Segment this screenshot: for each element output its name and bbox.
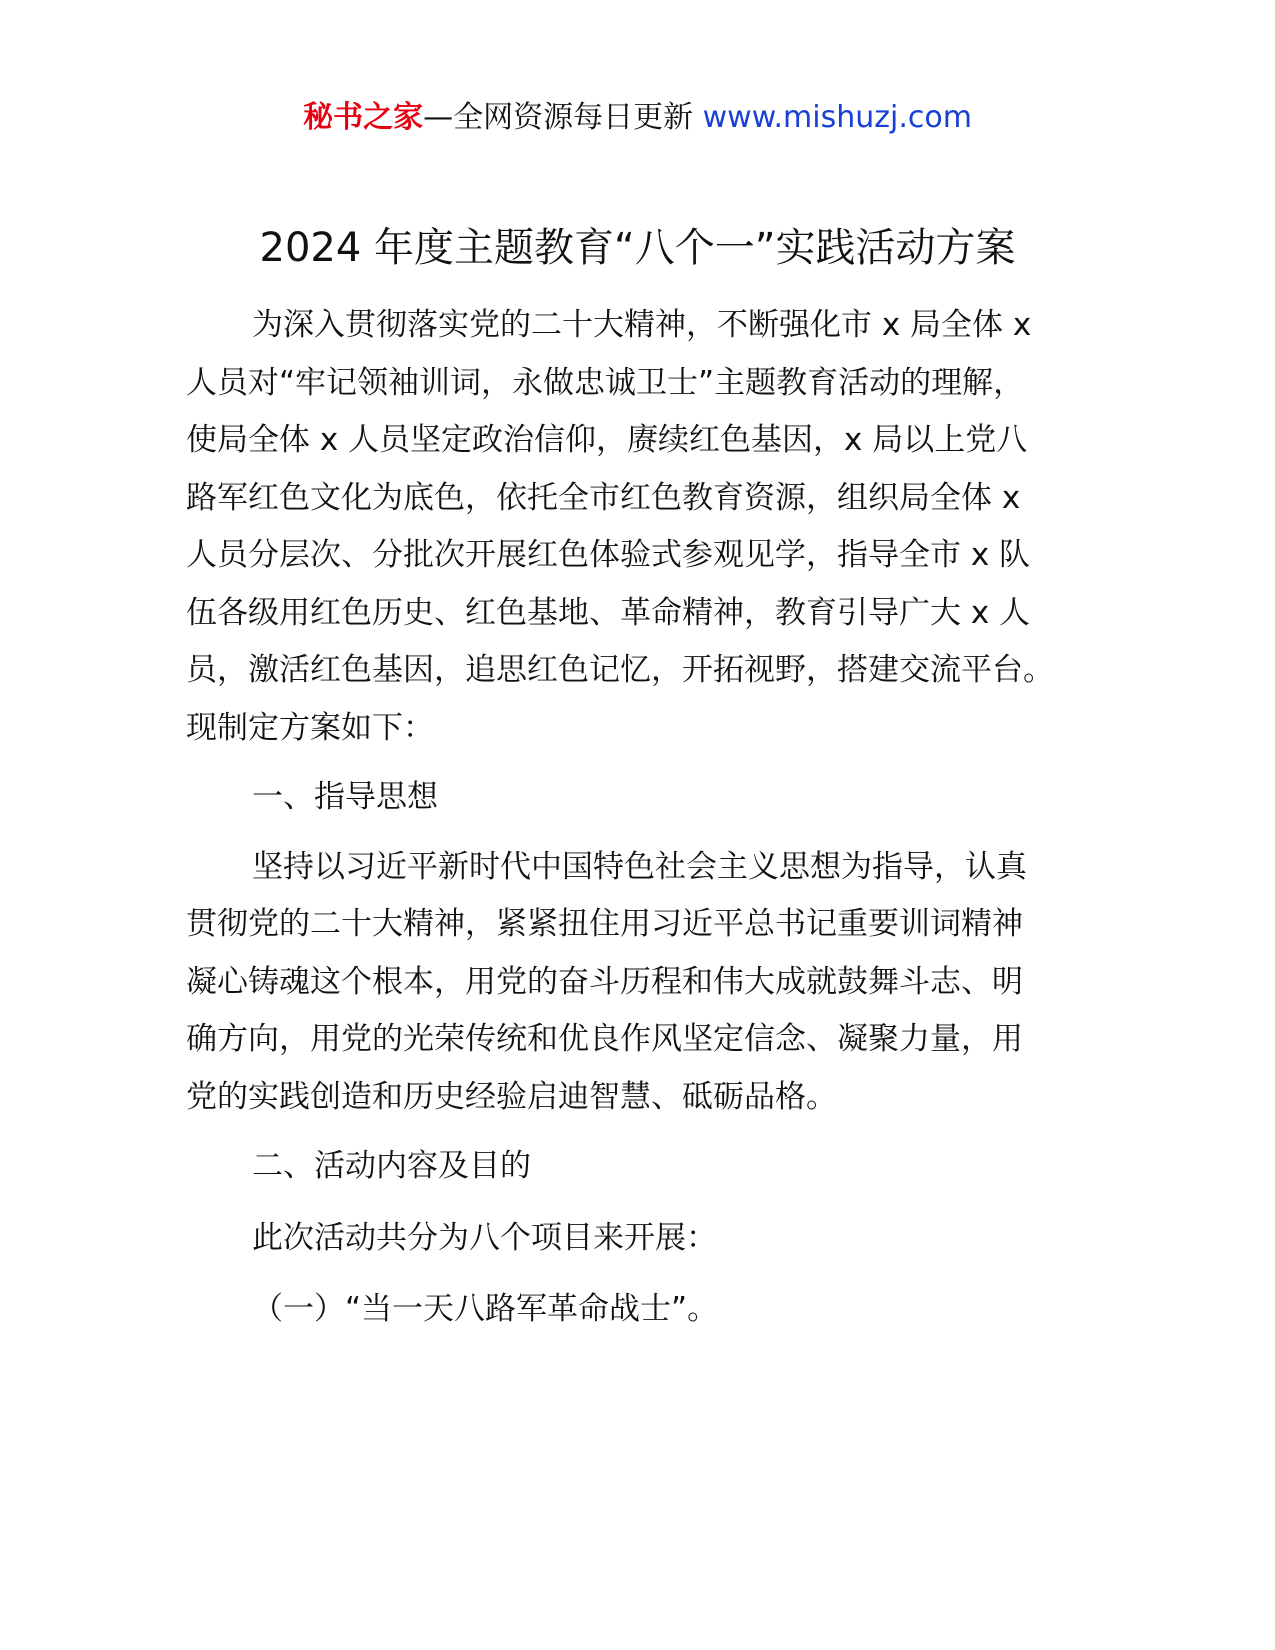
intro-line: 伍各级用红色历史、红色基地、革命精神，教育引导广大 x 人 xyxy=(186,594,1031,631)
intro-line: 路军红色文化为底色，依托全市红色教育资源，组织局全体 x xyxy=(186,479,1021,516)
intro-line: 使局全体 x 人员坚定政治信仰，赓续红色基因，x 局以上党八 xyxy=(186,422,1028,458)
section1-line: 贯彻党的二十大精神，紧紧扭住用习近平总书记重要训词精神 xyxy=(186,906,1023,942)
site-tagline: —全网资源每日更新 xyxy=(423,100,703,135)
section1-line: 确方向，用党的光荣传统和优良作风坚定信念、凝聚力量，用 xyxy=(186,1021,1023,1057)
site-url-link[interactable]: www.mishuzj.com xyxy=(702,100,972,135)
site-brand: 秘书之家 xyxy=(303,100,424,135)
intro-line: 为深入贯彻落实党的二十大精神，不断强化市 x 局全体 x xyxy=(252,307,1032,343)
section1-line: 党的实践创造和历史经验启迪智慧、砥砺品格。 xyxy=(186,1078,837,1115)
intro-line: 现制定方案如下： xyxy=(186,709,434,746)
section2-item-1: （一）“当一天八路军革命战士”。 xyxy=(252,1291,719,1327)
section-heading-guiding-thought: 一、指导思想 xyxy=(252,779,438,815)
section2-intro: 此次活动共分为八个项目来开展： xyxy=(252,1219,717,1256)
section1-line: 凝心铸魂这个根本，用党的奋斗历程和伟大成就鼓舞斗志、明 xyxy=(186,963,1023,1000)
section-heading-activity-content: 二、活动内容及目的 xyxy=(252,1148,531,1184)
intro-line: 人员对“牢记领袖训词，永做忠诚卫士”主题教育活动的理解， xyxy=(186,364,1025,401)
site-header xyxy=(0,98,1275,138)
document-body xyxy=(186,297,1106,1339)
section1-line: 坚持以习近平新时代中国特色社会主义思想为指导，认真 xyxy=(252,848,1027,885)
intro-line: 员，激活红色基因，追思红色记忆，开拓视野，搭建交流平台。 xyxy=(186,652,1054,688)
document-title: 2024 年度主题教育“八个一”实践活动方案 xyxy=(259,225,1016,271)
intro-line: 人员分层次、分批次开展红色体验式参观见学，指导全市 x 队 xyxy=(186,537,1031,573)
